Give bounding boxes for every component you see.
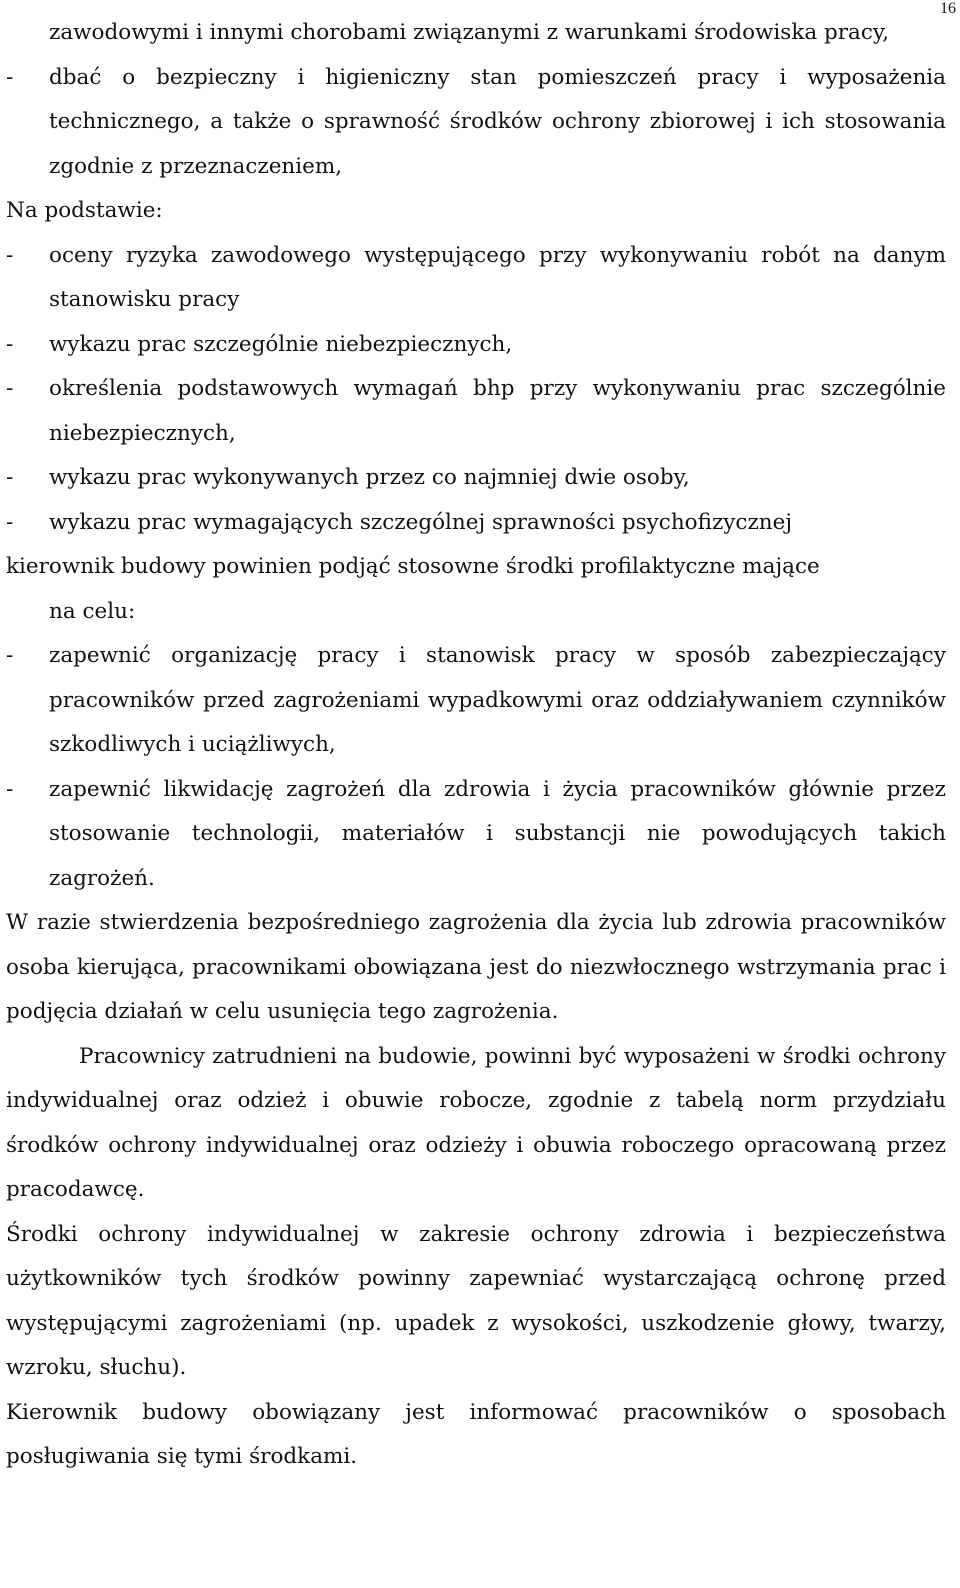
list-item-text: wykazu prac szczególnie niebezpiecznych,	[49, 331, 513, 357]
list-dash: -	[6, 509, 14, 535]
list-item	[6, 367, 946, 456]
list-item	[6, 768, 946, 902]
list-dash: -	[6, 331, 14, 357]
paragraph-hazard: W razie stwierdzenia bezpośredniego zagrożenia dla życia lub zdrowia pracowników osoba kierująca, pracownikami obowiązana jest do niezwłocznego wstrzymania prac i podjęcia działań w celu usunięcia tego zagrożenia.	[6, 910, 946, 1024]
document-body	[6, 11, 946, 1480]
list-item	[6, 501, 946, 546]
list-item	[6, 456, 946, 501]
list-dash: -	[6, 643, 14, 668]
list-item	[6, 234, 946, 323]
list-item-text: wykazu prac wymagających szczególnej sprawności psychofizycznej	[49, 509, 793, 535]
page-number: 16	[940, 0, 956, 17]
kierownik-statement-continuation: na celu:	[49, 598, 136, 624]
list-item-text: zapewnić organizację pracy i stanowisk pracy w sposób zabezpieczający pracowników przed zagrożeniami wypadkowymi oraz oddziaływaniem czynników szkodliwych i uciążliwych,	[49, 643, 946, 757]
list-item	[6, 323, 946, 368]
list-item-text: oceny ryzyka zawodowego występującego przy wykonywaniu robót na danym stanowisku pracy	[49, 242, 946, 312]
list-item-text: wykazu prac wykonywanych przez co najmniej dwie osoby,	[49, 465, 690, 490]
list-dash: -	[6, 776, 14, 802]
list-item	[6, 56, 946, 190]
list-dash: -	[6, 465, 14, 490]
list-item-text: zapewnić likwidację zagrożeń dla zdrowia i życia pracowników głównie przez stosowanie technologii, materiałów i substancji nie powodujących takich zagrożeń.	[49, 776, 946, 891]
section-heading: Na podstawie:	[6, 198, 163, 223]
kierownik-statement: kierownik budowy powinien podjąć stosowne środki profilaktyczne mające	[6, 554, 820, 579]
paragraph-workers-equipment: Pracownicy zatrudnieni na budowie, powinni być wyposażeni w środki ochrony indywidualnej oraz odzież i obuwie robocze, zgodnie z tabelą norm przydziału środków ochrony indywidualnej oraz odzieży i obuwia roboczego opracowaną przez pracodawcę.	[6, 1043, 946, 1202]
continuation-text: zawodowymi i innymi chorobami związanymi z warunkami środowiska pracy,	[49, 20, 890, 45]
paragraph-manager-duty: Kierownik budowy obowiązany jest informować pracowników o sposobach posługiwania się tymi środkami.	[6, 1399, 946, 1469]
list-dash: -	[6, 64, 14, 90]
list-item-text: określenia podstawowych wymagań bhp przy wykonywaniu prac szczególnie niebezpiecznych,	[49, 376, 946, 446]
list-item-text: dbać o bezpieczny i higieniczny stan pomieszczeń pracy i wyposażenia technicznego, a także o sprawność środków ochrony zbiorowej i ich stosowania zgodnie z przeznaczeniem,	[49, 64, 946, 179]
paragraph-protective-measures: Środki ochrony indywidualnej w zakresie ochrony zdrowia i bezpieczeństwa użytkowników tych środków powinny zapewniać wystarczającą ochronę przed występującymi zagrożeniami (np. upadek z wysokości, uszkodzenie głowy, twarzy, wzroku, słuchu).	[6, 1221, 946, 1380]
list-item	[6, 634, 946, 768]
list-dash: -	[6, 376, 14, 401]
list-dash: -	[6, 242, 14, 268]
